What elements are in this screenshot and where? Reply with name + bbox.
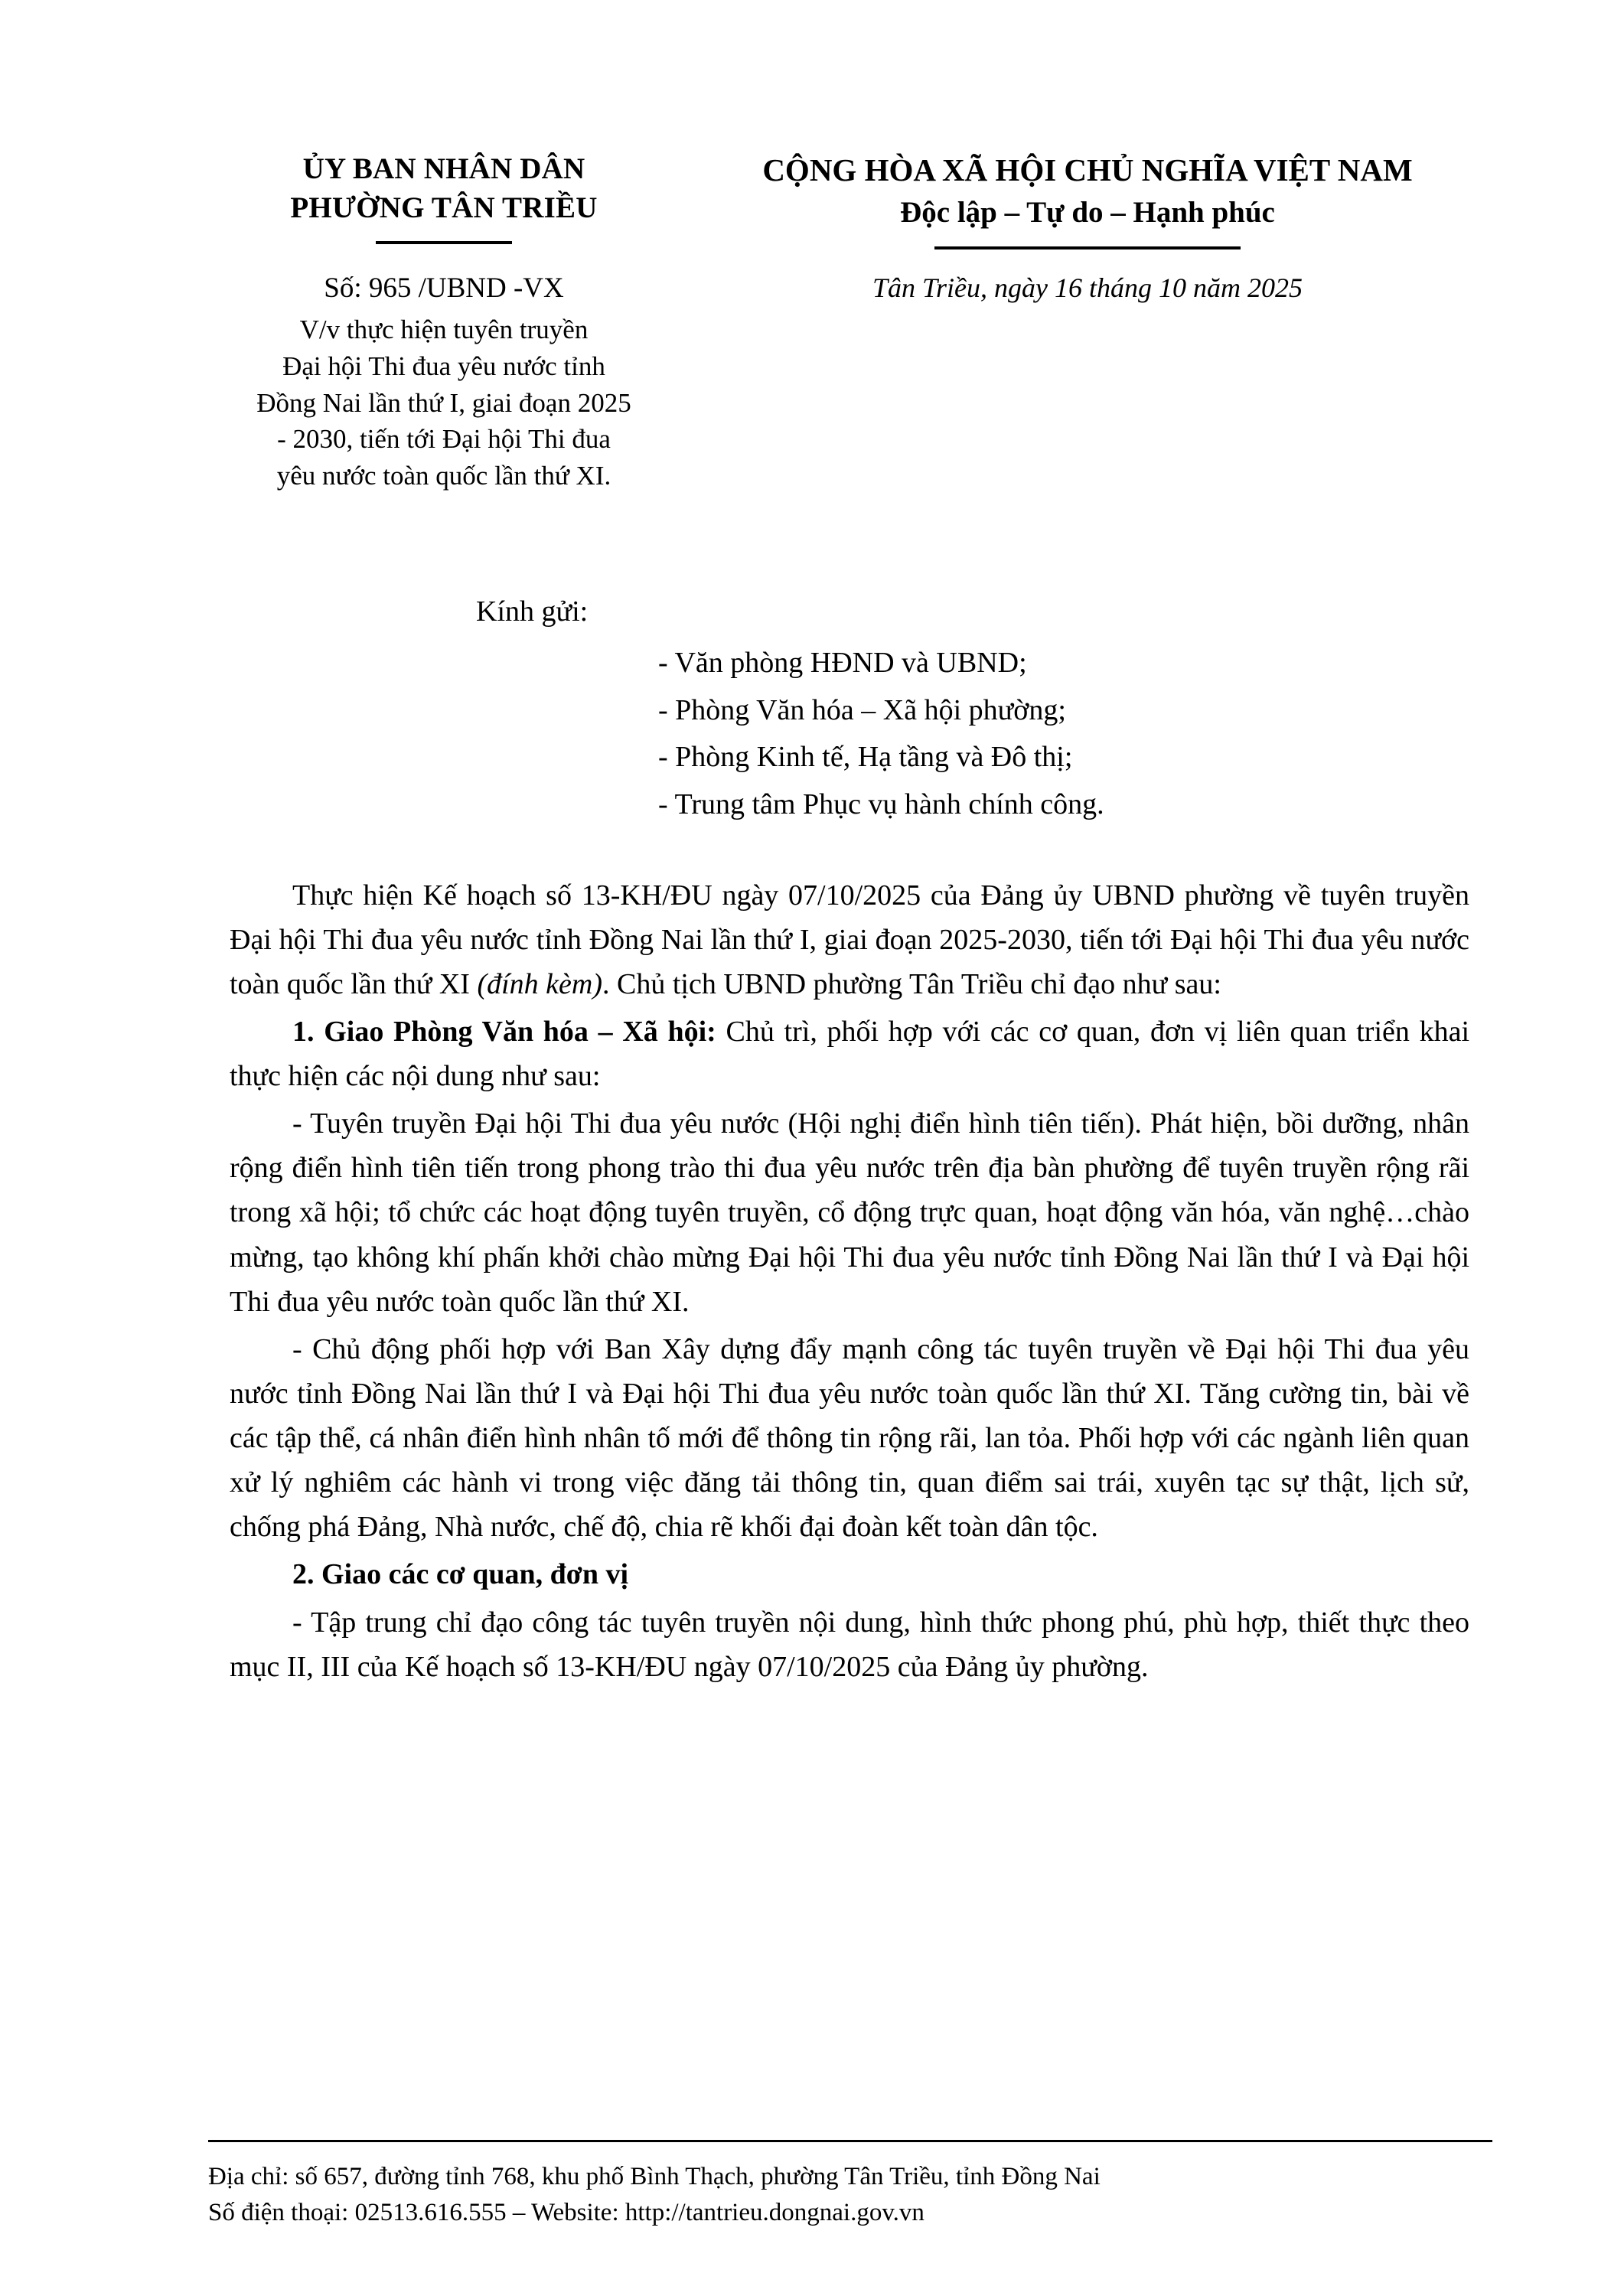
section-2-heading: 2. Giao các cơ quan, đơn vị — [292, 1558, 629, 1591]
national-title: CỘNG HÒA XÃ HỘI CHỦ NGHĨA VIỆT NAM — [762, 152, 1413, 188]
subject-line: V/v thực hiện tuyên truyền — [299, 315, 589, 345]
document-number: Số: 965 /UBND -VX — [324, 272, 564, 304]
intro-paragraph — [230, 873, 1469, 1006]
section-2-bullet-1: - Tập trung chỉ đạo công tác tuyên truyền nội dung, hình thức phong phú, phù hợp, thiết thực theo mục II, III của Kế hoạch số 13-KH/ĐU ngày 07/10/2025 của Đảng ủy phường. — [230, 1606, 1469, 1683]
recipients-salutation: Kính gửi: — [476, 595, 589, 628]
document-subject-block — [207, 311, 681, 494]
document-header — [0, 0, 1624, 249]
reference-row — [0, 269, 1624, 494]
issuing-authority-line-2: PHƯỜNG TÂN TRIỀU — [290, 191, 598, 224]
national-heading-block — [681, 150, 1486, 249]
document-body — [0, 873, 1624, 1689]
section-1-bullet-1: - Tuyên truyền Đại hội Thi đua yêu nước (Hội nghị điển hình tiên tiến). Phát hiện, bồi dưỡng, nhân rộng điển hình tiên tiến trong phong trào thi đua yêu nước trên địa bàn phường để tuyên truyền rộng rãi trong xã hội; tổ chức các hoạt động tuyên truyền, cổ động trực quan, hoạt động văn hóa, văn nghệ…chào mừng, tạo không khí phấn khởi chào mừng Đại hội Thi đua yêu nước tỉnh Đồng Nai lần thứ I và Đại hội Thi đua yêu nước toàn quốc lần thứ XI. — [230, 1107, 1469, 1318]
section-2-paragraph — [230, 1552, 1469, 1596]
subject-line: Đại hội Thi đua yêu nước tỉnh — [282, 351, 605, 381]
subject-line: - 2030, tiến tới Đại hội Thi đua — [277, 424, 611, 455]
recipient-item: - Phòng Văn hóa – Xã hội phường; — [658, 693, 1066, 726]
footer-address: Địa chỉ: số 657, đường tỉnh 768, khu phố Bình Thạch, phường Tân Triều, tỉnh Đồng Nai — [208, 2162, 1101, 2190]
issuing-authority-line-1: ỦY BAN NHÂN DÂN — [302, 152, 585, 185]
subject-line: Đồng Nai lần thứ I, giai đoạn 2025 — [256, 387, 631, 418]
intro-text-part-2: . Chủ tịch UBND phường Tân Triều chỉ đạo như sau: — [602, 967, 1221, 1000]
place-date-block — [681, 269, 1486, 306]
section-1-paragraph — [230, 1009, 1469, 1098]
recipients-list — [207, 640, 1486, 828]
document-number-block — [207, 269, 681, 494]
recipient-item: - Phòng Kinh tế, Hạ tầng và Đô thị; — [658, 741, 1073, 774]
issuing-authority-block — [207, 150, 681, 244]
recipients-section — [0, 590, 1624, 828]
subject-line: yêu nước toàn quốc lần thứ XI. — [276, 460, 611, 491]
recipient-item: - Văn phòng HĐND và UBND; — [658, 647, 1027, 680]
section-1-bullet-2: - Chủ động phối hợp với Ban Xây dựng đẩy mạnh công tác tuyên truyền về Đại hội Thi đua yêu nước tỉnh Đồng Nai lần thứ I và Đại hội Thi đua yêu nước toàn quốc lần thứ XI. Tăng cường tin, bài về các tập thể, cá nhân điển hình nhân tố mới để thông tin rộng rãi, lan tỏa. Phối hợp với các ngành liên quan xử lý nghiêm các hành vi trong việc đăng tải thông tin, quan điểm sai trái, xuyên tạc sự thật, lịch sử, chống phá Đảng, Nhà nước, chế độ, chia rẽ khối đại đoàn kết toàn dân tộc. — [230, 1332, 1469, 1544]
national-motto: Độc lập – Tự do – Hạnh phúc — [900, 196, 1275, 230]
intro-attachment-note: (đính kèm) — [477, 967, 603, 1000]
issuing-authority-underline — [376, 241, 512, 244]
intro-text-part-1: Thực hiện Kế hoạch số 13-KH/ĐU ngày 07/10/2025 của Đảng ủy UBND phường về tuyên truyền Đại hội Thi đua yêu nước tỉnh Đồng Nai lần thứ I, giai đoạn 2025-2030, tiến tới Đại hội Thi đua yêu nước toàn quốc lần thứ XI — [230, 879, 1469, 1000]
national-motto-underline — [934, 246, 1241, 249]
footer-divider — [208, 2140, 1492, 2142]
document-footer — [0, 2140, 1624, 2232]
recipient-item: - Trung tâm Phục vụ hành chính công. — [658, 788, 1104, 820]
place-and-date: Tân Triều, ngày 16 tháng 10 năm 2025 — [872, 272, 1303, 303]
section-1-heading-continuation: Chủ trì, phối hợp với các cơ quan, đơn vị liên quan triển khai thực hiện các nội dung như sau: — [230, 1015, 1470, 1092]
section-1-heading: 1. Giao Phòng Văn hóa – Xã hội: — [292, 1015, 716, 1048]
footer-contact: Số điện thoại: 02513.616.555 – Website: http://tantrieu.dongnai.gov.vn — [208, 2199, 925, 2227]
